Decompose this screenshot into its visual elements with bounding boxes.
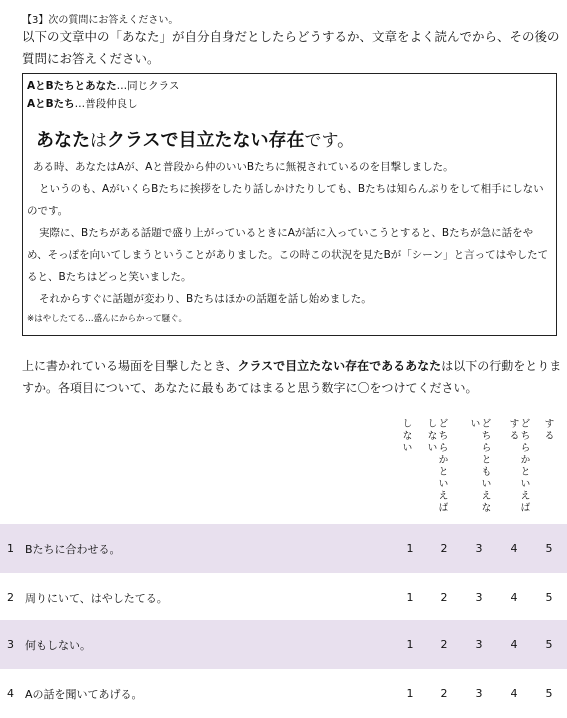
choice-2[interactable]: 2 [440, 687, 448, 700]
choice-3[interactable]: 3 [475, 638, 483, 651]
choice-2[interactable]: 2 [440, 591, 448, 604]
item-text: Aの話を聞いてあげる。 [25, 687, 143, 701]
scenario-paragraph-3: 実際に、Bたちがある話題で盛り上がっているときにAが話に入っていこうとすると、Bたちが急に話をやめ、そっぽを向いてしまうということがありました。この時この状況を見たBが「シーン」と言ってはやしたてると、Bたちはどっと笑いました。 [27, 227, 549, 283]
headline-part-1: あなた [36, 130, 90, 151]
scale-header-3: どちらともいえない [468, 418, 490, 514]
scenario-headline [36, 126, 552, 152]
relation-line-1 [27, 77, 552, 95]
choice-5[interactable]: 5 [545, 687, 553, 700]
choice-3[interactable]: 3 [475, 687, 483, 700]
table-row [0, 573, 567, 622]
table-row [0, 669, 567, 718]
rel1-bold: AとBたちとあなた [27, 80, 117, 92]
headline-part-3: クラスで目立たない存在 [107, 130, 305, 151]
headline-part-2: は [90, 131, 107, 151]
scenario-paragraph-1: ある時、あなたはAが、Aと普段から仲のいいBたちに無視されているのを目撃しました。 [33, 161, 454, 173]
choice-5[interactable]: 5 [545, 542, 553, 555]
table-row [0, 524, 567, 573]
choice-1[interactable]: 1 [406, 638, 414, 651]
scale-header-2: どちらかといえばしない [425, 418, 447, 514]
scale-header-4: どちらかといえばする [507, 418, 529, 514]
choice-1[interactable]: 1 [406, 687, 414, 700]
rel1-rest: …同じクラス [116, 80, 180, 92]
section-label: 【3】次の質問にお答えください。 [22, 15, 179, 26]
headline-part-4: です。 [304, 131, 355, 151]
question-part-2: は以下の行動をとりますか。各項目について、あなたに最もあてはまると思う数字に〇をつけてください。 [22, 359, 562, 395]
rel2-rest: …普段仲良し [74, 98, 138, 110]
item-text: 周りにいて、はやしたてる。 [25, 591, 168, 605]
choice-3[interactable]: 3 [475, 591, 483, 604]
intro-text: 以下の文章中の「あなた」が自分自身だとしたらどうするか、文章をよく読んでから、その後の質問にお答えください。 [22, 29, 560, 66]
scenario-paragraph-2: というのも、AがいくらBたちに挨拶をしたり話しかけたりしても、Bたちは知らんぷりをして相手にしないのです。 [27, 183, 544, 217]
scenario-box [22, 73, 557, 336]
item-number: 1 [7, 542, 14, 555]
footnote: ※はやしたてる…盛んにからかって騒ぐ。 [27, 314, 187, 324]
relation-line-2 [27, 95, 552, 113]
scale-header-1: しない [400, 418, 411, 454]
choice-5[interactable]: 5 [545, 638, 553, 651]
choice-2[interactable]: 2 [440, 542, 448, 555]
scale-header-5: する [542, 418, 553, 442]
choice-5[interactable]: 5 [545, 591, 553, 604]
item-number: 4 [7, 687, 14, 700]
choice-4[interactable]: 4 [510, 638, 518, 651]
choice-3[interactable]: 3 [475, 542, 483, 555]
choice-1[interactable]: 1 [406, 542, 414, 555]
item-text: 何もしない。 [25, 638, 91, 652]
item-text: Bたちに合わせる。 [25, 542, 121, 556]
item-number: 2 [7, 591, 14, 604]
choice-4[interactable]: 4 [510, 542, 518, 555]
choice-4[interactable]: 4 [510, 687, 518, 700]
choice-2[interactable]: 2 [440, 638, 448, 651]
question-text [22, 355, 562, 399]
rel2-bold: AとBたち [27, 98, 75, 110]
table-row [0, 620, 567, 669]
scenario-paragraph-4: それからすぐに話題が変わり、Bたちはほかの話題を話し始めました。 [39, 293, 372, 305]
question-bold: クラスで目立たない存在であるあなた [237, 359, 442, 373]
choice-4[interactable]: 4 [510, 591, 518, 604]
choice-1[interactable]: 1 [406, 591, 414, 604]
question-part-1: 上に書かれている場面を目撃したとき、 [22, 359, 238, 373]
item-number: 3 [7, 638, 14, 651]
